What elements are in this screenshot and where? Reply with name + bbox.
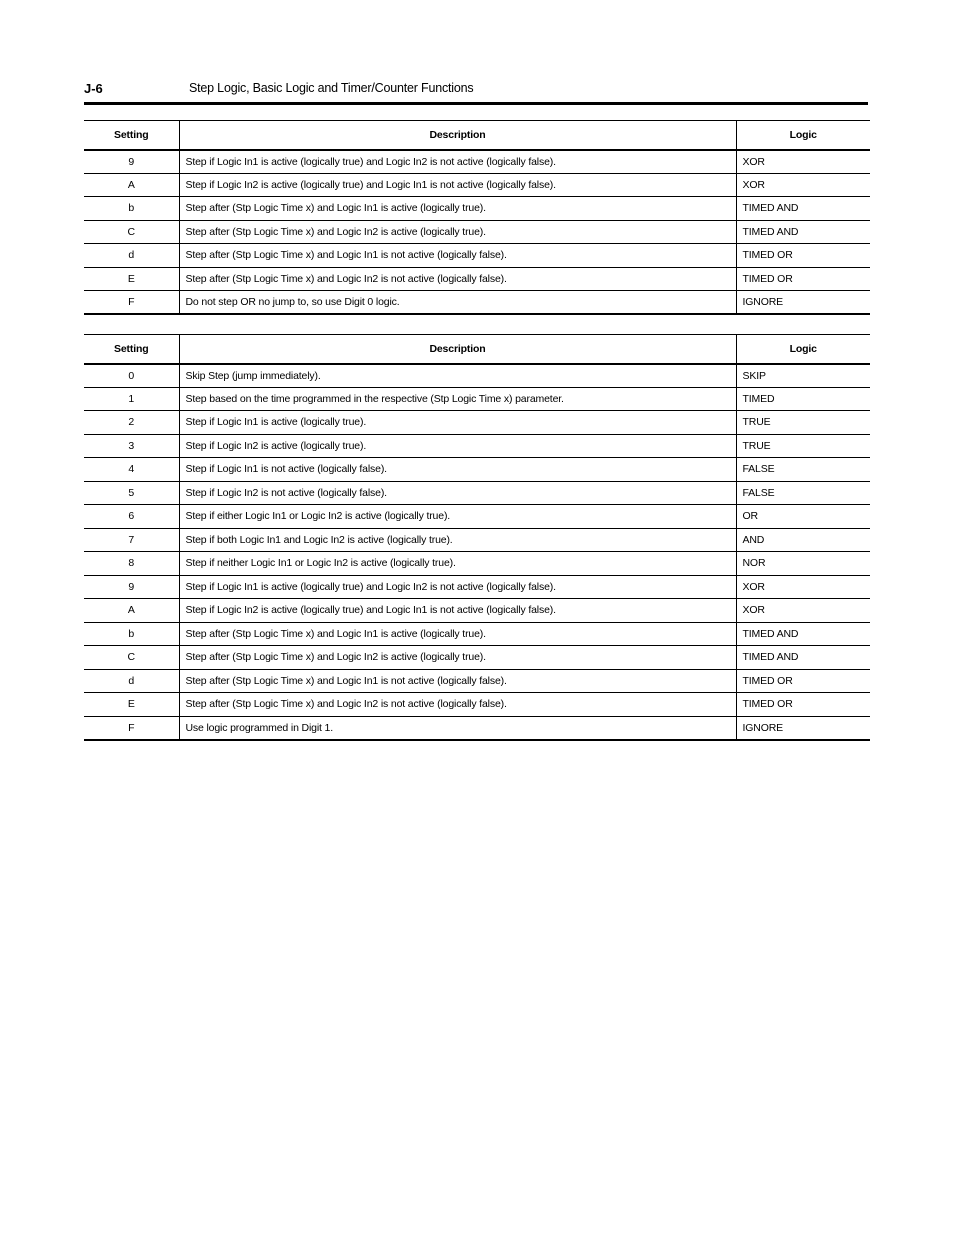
description-cell: Use logic programmed in Digit 1. [179, 716, 736, 740]
table-row [84, 173, 870, 197]
description-column-header: Description [179, 335, 736, 364]
logic-cell: XOR [736, 599, 870, 623]
logic-column-header: Logic [736, 121, 870, 150]
table-row [84, 150, 870, 174]
table-row [84, 481, 870, 505]
logic-cell: SKIP [736, 364, 870, 388]
logic-cell: XOR [736, 173, 870, 197]
table-row [84, 599, 870, 623]
logic-cell: TIMED AND [736, 220, 870, 244]
setting-cell: b [84, 622, 179, 646]
logic-cell: TIMED AND [736, 622, 870, 646]
logic-cell: NOR [736, 552, 870, 576]
setting-cell: F [84, 291, 179, 315]
table-row [84, 622, 870, 646]
logic-cell: OR [736, 505, 870, 529]
logic-cell: TIMED OR [736, 669, 870, 693]
table-row [84, 244, 870, 268]
logic-cell: TRUE [736, 411, 870, 435]
setting-cell: E [84, 693, 179, 717]
setting-cell: E [84, 267, 179, 291]
description-cell: Step if Logic In1 is active (logically true). [179, 411, 736, 435]
description-cell: Step if Logic In1 is active (logically true) and Logic In2 is not active (logically false). [179, 150, 736, 174]
setting-cell: A [84, 173, 179, 197]
description-cell: Step after (Stp Logic Time x) and Logic In1 is not active (logically false). [179, 244, 736, 268]
table-row [84, 267, 870, 291]
setting-cell: 0 [84, 364, 179, 388]
digit-1-logic-table [84, 120, 870, 315]
table-row [84, 669, 870, 693]
logic-cell: IGNORE [736, 716, 870, 740]
logic-cell: FALSE [736, 458, 870, 482]
setting-cell: 2 [84, 411, 179, 435]
setting-cell: C [84, 220, 179, 244]
digit-0-logic-table [84, 334, 870, 741]
setting-cell: F [84, 716, 179, 740]
description-cell: Step if Logic In2 is active (logically true) and Logic In1 is not active (logically false). [179, 599, 736, 623]
page-header [84, 76, 868, 105]
table-row [84, 458, 870, 482]
table-header-row [84, 121, 870, 150]
description-cell: Step after (Stp Logic Time x) and Logic In2 is not active (logically false). [179, 267, 736, 291]
table-row [84, 220, 870, 244]
setting-cell: 3 [84, 434, 179, 458]
table-row [84, 197, 870, 221]
logic-cell: TIMED AND [736, 197, 870, 221]
setting-cell: 5 [84, 481, 179, 505]
setting-cell: 9 [84, 150, 179, 174]
description-cell: Step if Logic In2 is active (logically true) and Logic In1 is not active (logically false). [179, 173, 736, 197]
description-cell: Step after (Stp Logic Time x) and Logic In2 is not active (logically false). [179, 693, 736, 717]
setting-cell: 1 [84, 387, 179, 411]
description-cell: Step after (Stp Logic Time x) and Logic In1 is active (logically true). [179, 622, 736, 646]
description-cell: Step after (Stp Logic Time x) and Logic In1 is not active (logically false). [179, 669, 736, 693]
description-cell: Do not step OR no jump to, so use Digit 0 logic. [179, 291, 736, 315]
setting-cell: 7 [84, 528, 179, 552]
setting-cell: b [84, 197, 179, 221]
logic-cell: XOR [736, 150, 870, 174]
logic-cell: TIMED OR [736, 693, 870, 717]
page-heading: Step Logic, Basic Logic and Timer/Counter Functions [189, 81, 474, 95]
description-cell: Skip Step (jump immediately). [179, 364, 736, 388]
setting-cell: A [84, 599, 179, 623]
table-header-row [84, 335, 870, 364]
description-cell: Step if Logic In2 is active (logically true). [179, 434, 736, 458]
setting-column-header: Setting [84, 121, 179, 150]
description-cell: Step if Logic In1 is not active (logically false). [179, 458, 736, 482]
table-row [84, 434, 870, 458]
table-row [84, 575, 870, 599]
table-row [84, 411, 870, 435]
setting-cell: d [84, 244, 179, 268]
logic-cell: TIMED OR [736, 267, 870, 291]
setting-column-header: Setting [84, 335, 179, 364]
page-number: J-6 [84, 81, 103, 96]
setting-cell: C [84, 646, 179, 670]
table-row [84, 528, 870, 552]
description-cell: Step based on the time programmed in the respective (Stp Logic Time x) parameter. [179, 387, 736, 411]
setting-cell: d [84, 669, 179, 693]
description-cell: Step if Logic In1 is active (logically true) and Logic In2 is not active (logically false). [179, 575, 736, 599]
table-row [84, 505, 870, 529]
description-cell: Step after (Stp Logic Time x) and Logic In2 is active (logically true). [179, 646, 736, 670]
logic-cell: FALSE [736, 481, 870, 505]
logic-cell: TIMED AND [736, 646, 870, 670]
logic-cell: XOR [736, 575, 870, 599]
table-row [84, 364, 870, 388]
table-row [84, 291, 870, 315]
description-column-header: Description [179, 121, 736, 150]
logic-cell: TRUE [736, 434, 870, 458]
logic-column-header: Logic [736, 335, 870, 364]
table-row [84, 552, 870, 576]
setting-cell: 4 [84, 458, 179, 482]
table-row [84, 387, 870, 411]
description-cell: Step if both Logic In1 and Logic In2 is active (logically true). [179, 528, 736, 552]
setting-cell: 8 [84, 552, 179, 576]
table-row [84, 716, 870, 740]
description-cell: Step after (Stp Logic Time x) and Logic In2 is active (logically true). [179, 220, 736, 244]
logic-cell: IGNORE [736, 291, 870, 315]
table-row [84, 693, 870, 717]
description-cell: Step if neither Logic In1 or Logic In2 is active (logically true). [179, 552, 736, 576]
table-row [84, 646, 870, 670]
setting-cell: 6 [84, 505, 179, 529]
description-cell: Step after (Stp Logic Time x) and Logic In1 is active (logically true). [179, 197, 736, 221]
setting-cell: 9 [84, 575, 179, 599]
logic-cell: TIMED [736, 387, 870, 411]
logic-cell: TIMED OR [736, 244, 870, 268]
logic-cell: AND [736, 528, 870, 552]
description-cell: Step if Logic In2 is not active (logically false). [179, 481, 736, 505]
description-cell: Step if either Logic In1 or Logic In2 is active (logically true). [179, 505, 736, 529]
